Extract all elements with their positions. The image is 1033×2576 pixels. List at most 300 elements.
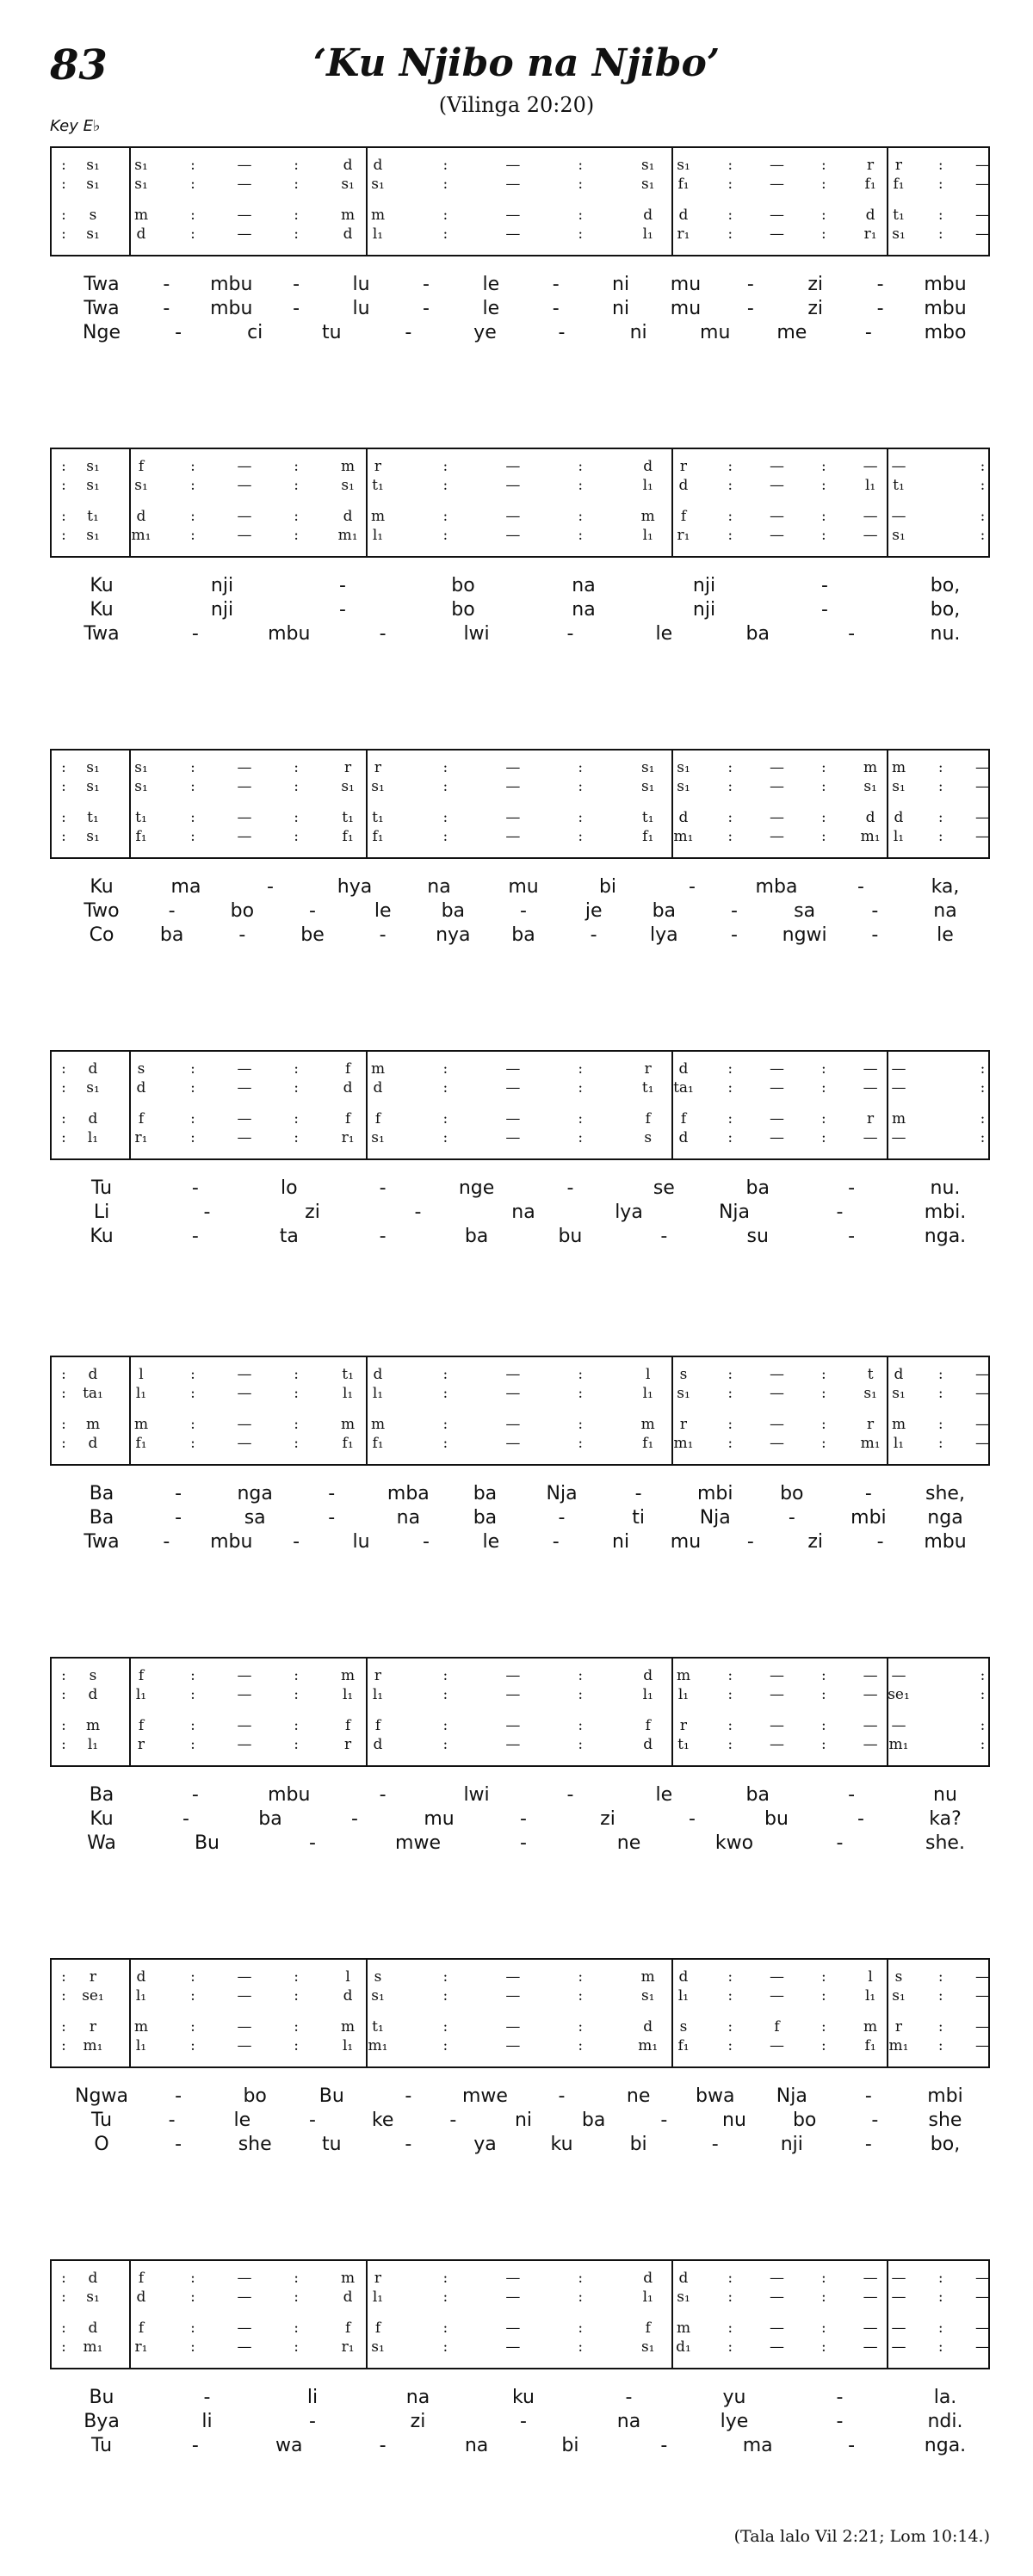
solfa-note: : (442, 1060, 448, 1078)
lyric-syllable: - (328, 1507, 336, 1529)
solfa-note: : (61, 1736, 66, 1753)
lyric-syllable: - (711, 2134, 719, 2155)
lyric-syllable: - (379, 1226, 387, 1247)
solfa-note: — (505, 1385, 521, 1402)
lyric-syllable: mbu (924, 298, 967, 319)
solfa-note: : (937, 1435, 943, 1452)
solfa-note: l₁ (135, 1385, 147, 1402)
solfa-note: l₁ (372, 225, 384, 243)
solfa-note: : (578, 2338, 584, 2356)
solfa-note: : (980, 1717, 986, 1734)
solfa-note: — (505, 1129, 521, 1146)
lyric-syllable: mba (387, 1483, 430, 1504)
solfa-note: — (891, 1129, 906, 1146)
solfa-note: : (442, 1717, 448, 1734)
solfa-note: f (344, 1717, 351, 1734)
solfa-note: r (679, 1416, 688, 1433)
solfa-note: — (770, 1968, 785, 1986)
lyric-syllable: bu (764, 1808, 789, 1830)
solfa-note: : (442, 2037, 448, 2054)
lyric-syllable: - (836, 2387, 844, 2408)
solfa-note: m (341, 1667, 356, 1684)
solfa-note: r (644, 1060, 652, 1078)
solfa-note: m₁ (131, 527, 152, 544)
lyric-syllable: bo (243, 2085, 267, 2107)
lyric-syllable: - (634, 1483, 642, 1504)
solfa-note: — (770, 2270, 785, 2287)
lyric-syllable: - (422, 1531, 430, 1553)
lyric-syllable: - (293, 298, 300, 319)
solfa-note: — (237, 1987, 252, 2005)
solfa-note: : (820, 2270, 826, 2287)
solfa-note: : (820, 828, 826, 845)
lyric-syllable: Tu (90, 2110, 113, 2131)
lyric-syllable: Ku (90, 1808, 114, 1830)
lyric-syllable: - (864, 322, 872, 343)
solfa-note: m₁ (673, 1435, 694, 1452)
solfa-note: : (190, 1385, 195, 1402)
solfa-note: f (374, 1717, 381, 1734)
solfa-note: : (190, 1736, 195, 1753)
lyric-syllable: - (175, 2085, 182, 2107)
solfa-note: : (727, 1079, 733, 1096)
solfa-note: — (975, 1987, 991, 2005)
solfa-note: — (770, 1060, 785, 1078)
solfa-note: : (442, 2289, 448, 2306)
solfa-note: t₁ (893, 477, 905, 494)
solfa-note: : (578, 1667, 584, 1684)
solfa-note: — (863, 2289, 878, 2306)
lyric-syllable: bo, (930, 599, 961, 621)
solfa-note: s₁ (371, 2338, 385, 2356)
solfa-note: f (774, 2018, 780, 2035)
lyric-syllable: Ku (90, 575, 114, 596)
solfa-note: : (820, 759, 826, 776)
solfa-note: : (294, 1079, 299, 1096)
lyric-syllable: Co (89, 924, 114, 946)
lyric-syllable: - (309, 2110, 316, 2131)
lyric-syllable: - (864, 2085, 872, 2107)
solfa-note: : (727, 1060, 733, 1078)
solfa-note: : (820, 1079, 826, 1096)
solfa-note: — (770, 2037, 785, 2054)
solfa-note: : (190, 759, 195, 776)
solfa-note: — (770, 1385, 785, 1402)
solfa-note: — (237, 1110, 252, 1127)
lyric-syllable: na (427, 876, 451, 898)
solfa-note: : (937, 1385, 943, 1402)
lyric-syllable: - (309, 2411, 316, 2432)
solfa-note: s₁ (86, 2289, 100, 2306)
lyric-syllable: bi (561, 2435, 579, 2456)
solfa-note: — (770, 176, 785, 193)
solfa-note: — (505, 1667, 521, 1684)
solfa-note: : (820, 1987, 826, 2005)
solfa-note: d (678, 2270, 689, 2287)
lyric-syllable: - (821, 575, 828, 596)
solfa-note: : (820, 508, 826, 525)
solfa-note: : (442, 759, 448, 776)
solfa-note: d (343, 157, 353, 174)
solfa-note: d (373, 1736, 383, 1753)
solfa-note: — (237, 1385, 252, 1402)
lyric-syllable: ngwi (782, 924, 827, 946)
solfa-note: — (891, 2338, 906, 2356)
solfa-note: — (505, 176, 521, 193)
lyric-syllable: - (876, 1531, 884, 1553)
solfa-note: — (505, 2270, 521, 2287)
solfa-note: r (374, 759, 382, 776)
solfa-note: m₁ (368, 2037, 388, 2054)
lyric-syllable: mbi (851, 1507, 887, 1529)
solfa-note: d (678, 809, 689, 826)
hymn-number: 83 (50, 41, 108, 90)
lyric-syllable: nga. (924, 2435, 967, 2456)
solfa-note: — (505, 477, 521, 494)
lyric-syllable: - (857, 876, 864, 898)
solfa-note: f (680, 1110, 687, 1127)
solfa-note: f (344, 1060, 351, 1078)
solfa-note: f (138, 2320, 145, 2337)
solfa-note: s₁ (677, 2289, 690, 2306)
solfa-note: — (891, 2270, 906, 2287)
solfa-note: m₁ (888, 1736, 909, 1753)
solfa-note: — (975, 1366, 991, 1383)
solfa-note: s₁ (371, 1129, 385, 1146)
lyric-syllable: bi (598, 876, 617, 898)
lyric-syllable: mu (670, 274, 702, 295)
solfa-note: — (505, 2037, 521, 2054)
lyric-syllable: na (464, 2435, 489, 2456)
solfa-note: : (578, 1060, 584, 1078)
solfa-note: : (294, 458, 299, 475)
solfa-note: d (643, 2270, 653, 2287)
solfa-note: — (863, 1736, 878, 1753)
solfa-note: : (294, 1366, 299, 1383)
solfa-note: — (505, 1079, 521, 1096)
solfa-note: — (237, 2270, 252, 2287)
solfa-note: m (370, 1416, 386, 1433)
lyric-syllable: se (653, 1177, 675, 1199)
solfa-note: f₁ (135, 1435, 147, 1452)
lyric-syllable: - (339, 575, 346, 596)
lyric-syllable: mwe (461, 2085, 508, 2107)
solfa-note: — (237, 176, 252, 193)
solfa-note: — (505, 458, 521, 475)
lyric-syllable: - (788, 1507, 795, 1529)
lyric-syllable: nji (210, 575, 234, 596)
solfa-note: : (937, 759, 943, 776)
solfa-note: : (61, 759, 66, 776)
solfa-note: s₁ (640, 759, 655, 776)
lyric-syllable: Ku (90, 1226, 114, 1247)
solfa-note: : (294, 2320, 299, 2337)
solfa-note: : (442, 1987, 448, 2005)
solfa-note: l₁ (372, 1385, 384, 1402)
lyric-syllable: - (191, 1226, 199, 1247)
solfa-note: : (442, 458, 448, 475)
solfa-note: r (867, 1416, 875, 1433)
solfa-note: f₁ (864, 176, 876, 193)
lyric-syllable: na (511, 1202, 535, 1223)
lyric-syllable: zi (305, 1202, 320, 1223)
solfa-note: s₁ (86, 828, 100, 845)
lyric-syllable: - (848, 623, 856, 645)
solfa-note: m₁ (860, 1435, 881, 1452)
lyric-syllable: - (405, 322, 412, 343)
solfa-note: l₁ (642, 477, 653, 494)
lyric-syllable: - (590, 924, 597, 946)
solfa-note: l₁ (342, 2037, 354, 2054)
solfa-note: : (61, 2270, 66, 2287)
solfa-note: l₁ (642, 527, 653, 544)
solfa-note: — (237, 828, 252, 845)
solfa-note: s₁ (134, 157, 148, 174)
lyric-syllable: - (163, 298, 170, 319)
solfa-note: : (937, 2270, 943, 2287)
solfa-note: : (727, 207, 733, 224)
solfa-note: : (190, 1717, 195, 1734)
solfa-note: : (578, 1736, 584, 1753)
solfa-note: : (578, 828, 584, 845)
solfa-note: — (975, 2289, 991, 2306)
solfa-note: — (505, 778, 521, 795)
solfa-note: : (442, 1110, 448, 1127)
lyric-syllable: bo, (930, 2134, 961, 2155)
lyric-syllable: - (566, 1784, 574, 1806)
solfa-note: : (727, 1667, 733, 1684)
solfa-note: s (679, 1366, 688, 1383)
lyric-syllable: - (379, 2435, 387, 2456)
solfa-note: : (294, 1060, 299, 1078)
solfa-note: : (727, 2320, 733, 2337)
lyric-syllable: - (422, 298, 430, 319)
lyric-syllable: mbu (210, 298, 253, 319)
solfa-note: s₁ (341, 778, 355, 795)
solfa-note: m (370, 207, 386, 224)
lyric-syllable: - (267, 876, 274, 898)
solfa-note: s₁ (892, 1987, 906, 2005)
solfa-note: : (820, 1686, 826, 1703)
solfa-note: — (237, 157, 252, 174)
solfa-note: f (138, 2270, 145, 2287)
solfa-note: — (770, 1366, 785, 1383)
solfa-note: — (975, 2037, 991, 2054)
solfa-note: — (770, 207, 785, 224)
solfa-note: : (727, 2270, 733, 2287)
solfa-note: r (89, 1968, 97, 1986)
solfa-note: d (136, 2289, 146, 2306)
solfa-note: : (442, 2270, 448, 2287)
solfa-note: s₁ (134, 176, 148, 193)
solfa-note: : (980, 1060, 986, 1078)
lyric-syllable: she. (925, 1832, 965, 1854)
lyric-syllable: bo (792, 2110, 817, 2131)
solfa-note: : (190, 157, 195, 174)
solfa-note: — (863, 1079, 878, 1096)
lyric-syllable: mu (424, 1808, 455, 1830)
lyric-syllable: - (848, 2435, 856, 2456)
solfa-note: : (190, 2320, 195, 2337)
solfa-note: d (678, 207, 689, 224)
lyric-syllable: ku (511, 2387, 535, 2408)
solfa-note: : (727, 1385, 733, 1402)
solfa-note: : (937, 809, 943, 826)
solfa-note: d (894, 809, 904, 826)
solfa-note: : (820, 2289, 826, 2306)
lyric-syllable: zi (410, 2411, 426, 2432)
solfa-note: — (505, 759, 521, 776)
solfa-note: : (727, 2037, 733, 2054)
solfa-note: s₁ (134, 759, 148, 776)
solfa-note: : (727, 1366, 733, 1383)
solfa-note: — (237, 458, 252, 475)
solfa-note: m (891, 1110, 906, 1127)
solfa-note: d (865, 207, 875, 224)
solfa-note: : (937, 1987, 943, 2005)
solfa-note: : (442, 1968, 448, 1986)
solfa-note: : (820, 477, 826, 494)
lyric-syllable: mbu (268, 623, 311, 645)
lyric-syllable: - (558, 2085, 566, 2107)
solfa-note: : (190, 2338, 195, 2356)
solfa-note: : (980, 1736, 986, 1753)
solfa-note: : (578, 508, 584, 525)
solfa-note: f (374, 1110, 381, 1127)
solfa-note: : (820, 157, 826, 174)
solfa-note: : (578, 1385, 584, 1402)
lyric-syllable: bo (451, 599, 475, 621)
staff-box (50, 448, 990, 558)
lyric-syllable: mbu (924, 274, 967, 295)
solfa-note: f₁ (372, 828, 384, 845)
solfa-note: f (344, 2320, 351, 2337)
solfa-note: — (770, 458, 785, 475)
solfa-note: r₁ (134, 1129, 148, 1146)
solfa-note: s₁ (640, 2338, 655, 2356)
solfa-note: — (505, 1110, 521, 1127)
solfa-note: s₁ (134, 778, 148, 795)
solfa-note: — (863, 1129, 878, 1146)
solfa-note: f₁ (864, 2037, 876, 2054)
lyric-syllable: nge (458, 1177, 495, 1199)
solfa-note: — (237, 508, 252, 525)
solfa-note: r₁ (863, 225, 877, 243)
solfa-note: : (190, 1667, 195, 1684)
lyric-syllable: bi (629, 2134, 647, 2155)
solfa-note: : (727, 458, 733, 475)
solfa-note: : (937, 2037, 943, 2054)
lyric-syllable: - (836, 1832, 844, 1854)
lyric-syllable: mbu (210, 1531, 253, 1553)
lyric-syllable: li (306, 2387, 319, 2408)
solfa-note: r (867, 157, 875, 174)
solfa-note: : (442, 1667, 448, 1684)
lyric-syllable: le (482, 274, 500, 295)
solfa-note: s₁ (640, 157, 655, 174)
solfa-note: — (505, 828, 521, 845)
solfa-note: l₁ (135, 2037, 147, 2054)
lyric-syllable: lu (352, 1531, 370, 1553)
solfa-note: : (727, 1717, 733, 1734)
lyric-syllable: - (175, 1507, 182, 1529)
lyric-syllable: - (520, 2411, 527, 2432)
solfa-note: — (975, 809, 991, 826)
solfa-note: : (578, 527, 584, 544)
lyric-syllable: ti (632, 1507, 645, 1529)
solfa-note: m (676, 1667, 691, 1684)
solfa-note: : (578, 1717, 584, 1734)
solfa-note: — (863, 1686, 878, 1703)
lyric-syllable: Bu (319, 2085, 344, 2107)
lyric-syllable: ba (473, 1507, 498, 1529)
solfa-note: : (294, 1686, 299, 1703)
solfa-note: l₁ (893, 828, 905, 845)
solfa-note: d (88, 1060, 98, 1078)
solfa-note: s₁ (86, 1079, 100, 1096)
hymn-title: ‘Ku Njibo na Njibo’ (312, 41, 721, 85)
lyric-syllable: lya (615, 1202, 643, 1223)
solfa-note: t₁ (641, 1079, 654, 1096)
solfa-note: s (644, 1129, 653, 1146)
solfa-note: : (442, 809, 448, 826)
solfa-note: : (294, 225, 299, 243)
solfa-note: : (442, 778, 448, 795)
solfa-note: — (891, 458, 906, 475)
solfa-note: : (190, 176, 195, 193)
solfa-note: s₁ (341, 477, 355, 494)
solfa-note: — (975, 778, 991, 795)
lyric-syllable: ba (258, 1808, 282, 1830)
solfa-note: — (891, 1079, 906, 1096)
solfa-note: r (374, 458, 382, 475)
lyric-syllable: - (191, 1784, 199, 1806)
lyric-syllable: sa (244, 1507, 266, 1529)
solfa-note: — (505, 207, 521, 224)
solfa-note: : (727, 527, 733, 544)
solfa-note: — (975, 1385, 991, 1402)
lyric-syllable: yu (722, 2387, 746, 2408)
lyric-syllable: nu (722, 2110, 746, 2131)
solfa-note: — (770, 2289, 785, 2306)
lyric-syllable: - (746, 1531, 754, 1553)
solfa-note: d (643, 1736, 653, 1753)
solfa-note: : (294, 1968, 299, 1986)
solfa-note: : (578, 1110, 584, 1127)
lyric-syllable: - (660, 2435, 668, 2456)
solfa-note: — (770, 1129, 785, 1146)
solfa-note: — (770, 225, 785, 243)
lyric-syllable: nji (780, 2134, 803, 2155)
solfa-note: s₁ (677, 759, 690, 776)
solfa-note: : (61, 809, 66, 826)
solfa-note: : (61, 1110, 66, 1127)
solfa-note: : (190, 809, 195, 826)
solfa-note: r (679, 1717, 688, 1734)
solfa-note: : (294, 157, 299, 174)
solfa-note: : (294, 1736, 299, 1753)
solfa-note: l₁ (342, 1686, 354, 1703)
solfa-note: t₁ (87, 508, 99, 525)
solfa-note: t₁ (372, 477, 384, 494)
solfa-note: — (863, 1667, 878, 1684)
lyric-syllable: hya (337, 876, 373, 898)
solfa-note: : (442, 1385, 448, 1402)
lyric-syllable: - (552, 298, 560, 319)
solfa-note: : (294, 1435, 299, 1452)
solfa-note: : (937, 1416, 943, 1433)
solfa-note: : (980, 1129, 986, 1146)
